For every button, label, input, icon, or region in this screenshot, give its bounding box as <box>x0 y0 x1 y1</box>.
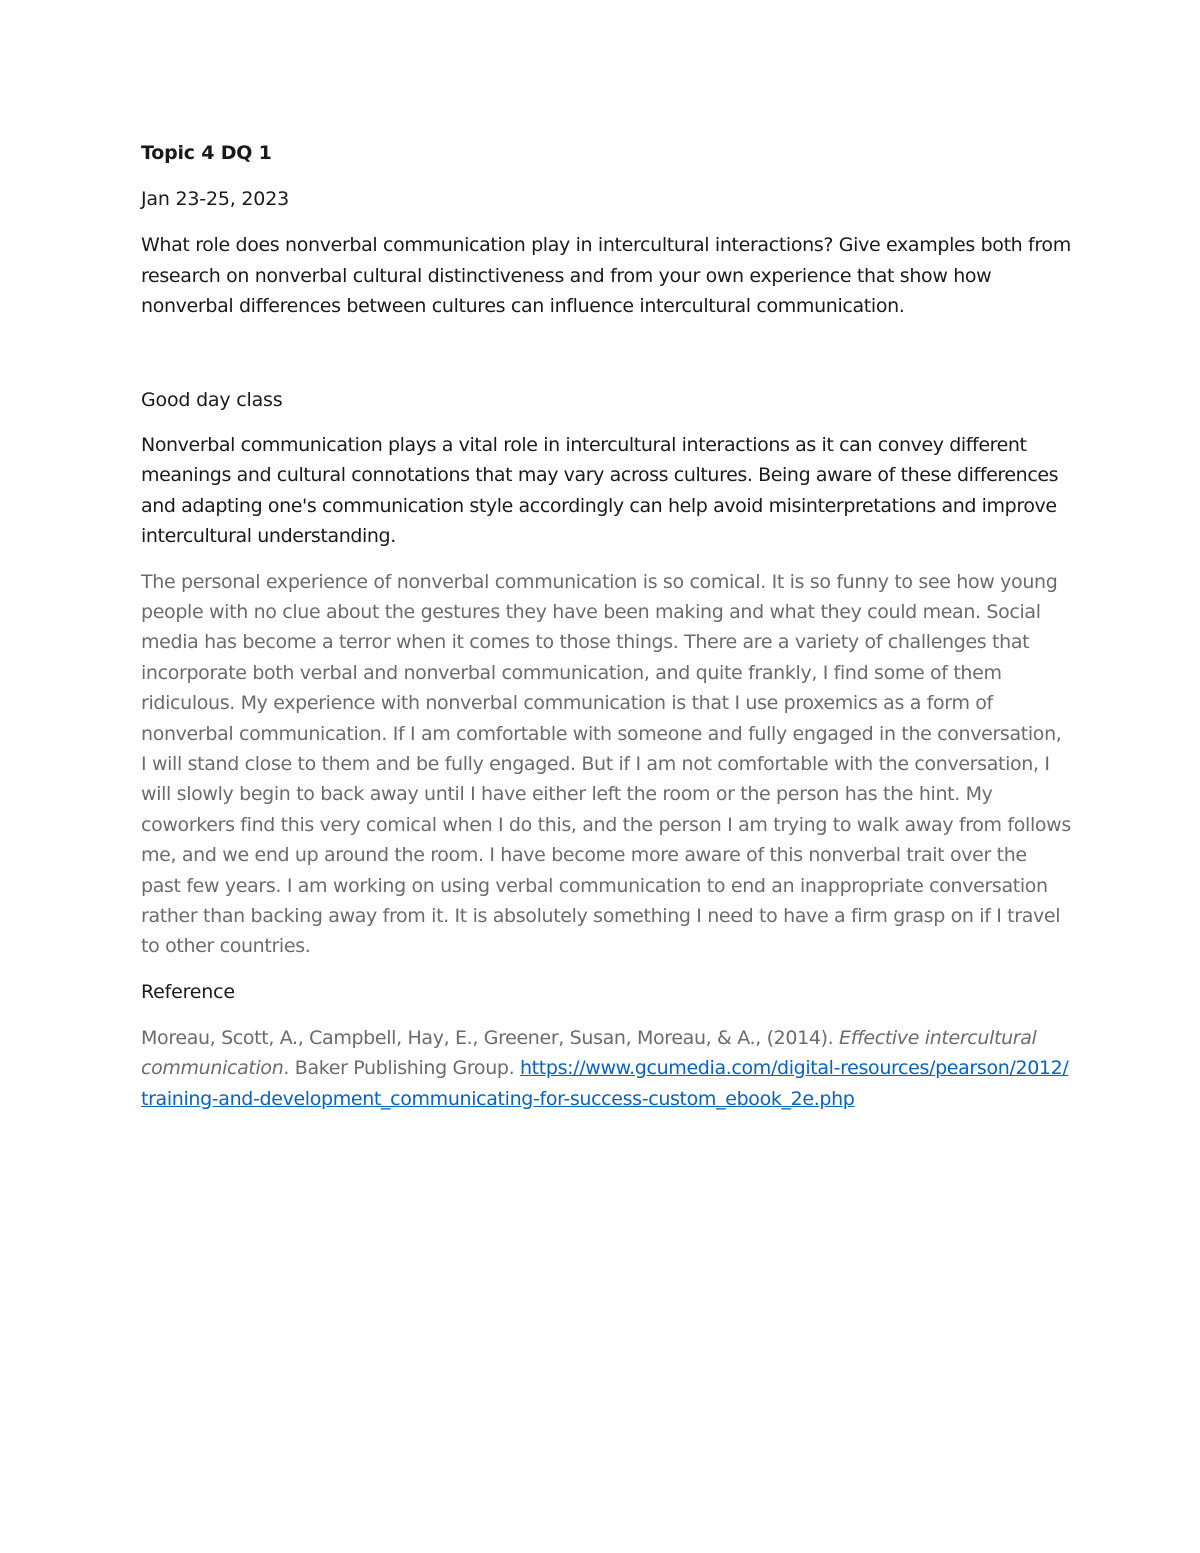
citation-publisher: . Baker Publishing Group. <box>283 1057 520 1080</box>
answer-personal-paragraph: The personal experience of nonverbal communication is so comical. It is so funny to see how young people with no clue about the gestures they have been making and what they could mean. Social media has become a terror when it comes to those things. There are a variety of challenges that incorporate both verbal and nonverbal communication, and quite frankly, I find some of them ridiculous. My experience with nonverbal communication is that I use proxemics as a form of nonverbal communication. If I am comfortable with someone and fully engaged in the conversation, I will stand close to them and be fully engaged. But if I am not comfortable with the conversation, I will slowly begin to back away until I have either left the room or the person has the hint. My coworkers find this very comical when I do this, and the person I am trying to walk away from follows me, and we end up around the room. I have become more aware of this nonverbal trait over the past few years. I am working on using verbal communication to end an inappropriate conversation rather than backing away from it. It is absolutely something I need to have a firm grasp on if I travel to other countries. <box>141 570 1071 958</box>
greeting: Good day class <box>141 388 283 411</box>
reference-citation <box>141 1023 1071 1115</box>
discussion-question: What role does nonverbal communication play in intercultural interactions? Give examples both from research on nonverbal cultural distinctiveness and from your own experience that show how nonverbal differences between cultures can influence intercultural communication. <box>141 234 1071 317</box>
document-date: Jan 23-25, 2023 <box>141 188 289 210</box>
answer-main-paragraph: Nonverbal communication plays a vital role in intercultural interactions as it can convey different meanings and cultural connotations that may vary across cultures. Being aware of these differences and adapting one's communication style accordingly can help avoid misinterpretations and improve intercultural understanding. <box>141 433 1059 547</box>
document-page <box>141 138 1071 1114</box>
citation-link[interactable]: https://www.gcumedia.com/digital-resources/pearson/2012/training-and-development_communicating-for-success-custom_ebook_2e.php <box>141 1057 1069 1110</box>
citation-authors: Moreau, Scott, A., Campbell, Hay, E., Greener, Susan, Moreau, & A., (2014). <box>141 1026 840 1049</box>
citation-book-title: Effective intercultural communication <box>141 1026 1037 1080</box>
reference-heading: Reference <box>141 980 235 1003</box>
document-title: Topic 4 DQ 1 <box>141 142 272 164</box>
